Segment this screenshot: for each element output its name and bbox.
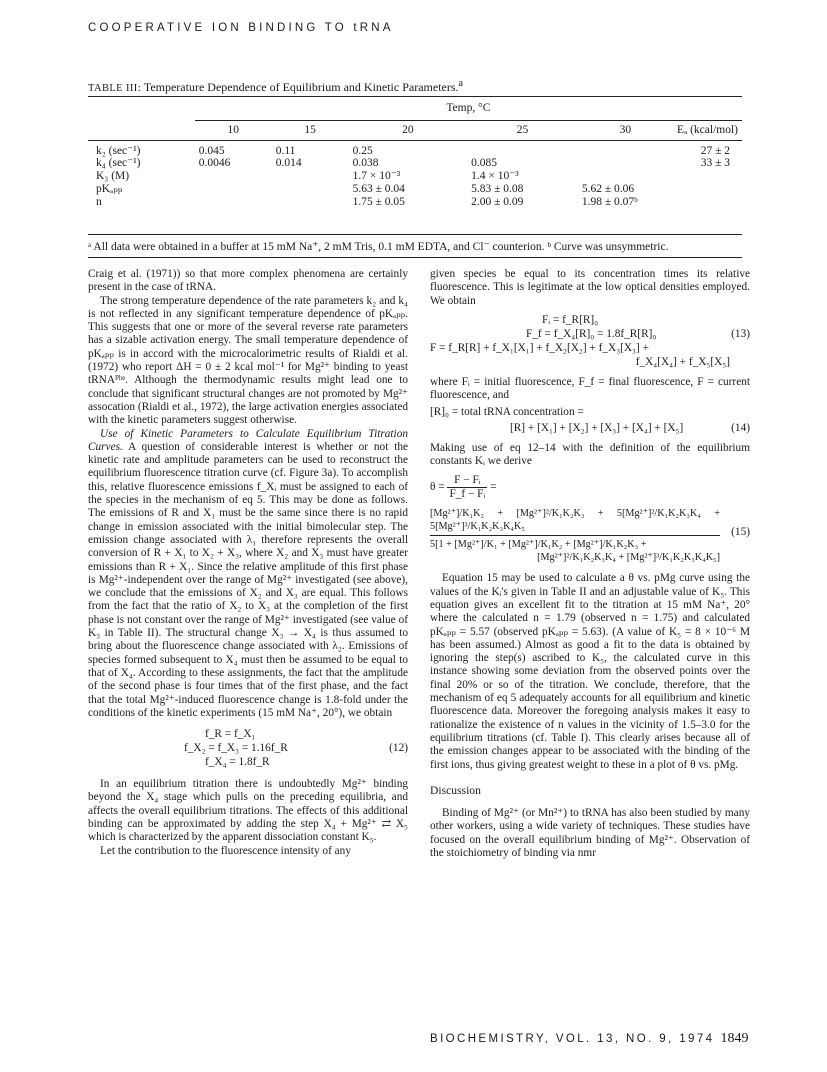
row-label: K₃ (M): [96, 170, 130, 183]
table-top-rule: [88, 96, 742, 97]
row-label: pKₐₚₚ: [96, 182, 123, 195]
page-number: 1849: [720, 1031, 749, 1046]
table-label: TABLE III:: [88, 83, 142, 94]
equation-13: [430, 314, 750, 370]
table-cell: [272, 183, 349, 196]
col-head: 20: [349, 120, 468, 140]
table-cell: [578, 140, 673, 157]
table-row: [88, 140, 742, 157]
table-cell: 0.25: [352, 144, 373, 157]
eq13-number: (13): [731, 327, 750, 340]
right-para-3: [R]₀ = total tRNA concentration =: [430, 406, 584, 419]
parameter-table: [88, 100, 742, 208]
table-cell: [673, 170, 742, 183]
eq15-number: (15): [731, 526, 750, 539]
table-bottom-rule: [88, 234, 742, 235]
table-cell: [272, 196, 349, 209]
table-cell: 5.63 ± 0.04: [352, 182, 405, 195]
table-cell: [272, 170, 349, 183]
table-row: [88, 170, 742, 183]
equation-12: [88, 728, 408, 770]
table-caption-text: Temperature Dependence of Equilibrium and Kinetic Parameters.: [143, 80, 459, 94]
table-cell: 1.98 ± 0.07ᵇ: [581, 195, 638, 208]
row-label: k₄ (sec⁻¹): [96, 157, 141, 170]
eq14-line: [R] + [X₁] + [X₂] + [X₃] + [X₄] + [X₅]: [510, 421, 684, 434]
row-label: n: [96, 195, 102, 208]
table-cell: 1.75 ± 0.05: [352, 195, 405, 208]
left-para-2: The strong temperature dependence of the rate parameters k₂ and k₄ is not reflected in any significant temperature dependence of pKₐₚₚ. This suggests that one or more of the several reverse rate parameters has a sizable activation energy. The small temperature dependence of pKₐₚₚ is in accord with the microcalorimetric results of Rialdi et al. (1972) who report ΔH = 0 ± 2 kcal mol⁻¹ for Mg²⁺ binding to yeast tRNAᴾʰᵉ. Although the thermodynamic results might lead one to conclude that significant structural changes are not promoted by Mg²⁺ assocation (Rialdi et al., 1972), the large activation energies associated with the kinetic parameters suggest otherwise.: [88, 294, 408, 427]
table-cell: 0.11: [275, 144, 296, 157]
table-cell: 2.00 ± 0.09: [471, 195, 524, 208]
eq13-line-c: F = f_R[R] + f_X₁[X₁] + f_X₂[X₂] + f_X₃[X₃] +: [430, 341, 649, 354]
eq12-line-b: f_X₂ = f_X₃ = 1.16f_R: [184, 742, 288, 755]
right-para-6: Binding of Mg²⁺ (or Mn²⁺) to tRNA has also been studied by many other workers, using a wide variety of techniques. These studies have focused on the overall equilibrium binding of Mg²⁺. Observation of the stoichiometry of binding via nmr: [430, 807, 750, 860]
left-para-4: In an equilibrium titration there is undoubtedly Mg²⁺ binding beyond the X₄ stage which pulls on the preceding equilibria, and affects the overall equilibrium titrations. The effects of this additional binding can be approximated by adding the step X₄ + Mg²⁺ ⇄ X₅ which is characterized by the apparent dissociation constant K₅.: [88, 778, 408, 844]
col-head: 25: [467, 120, 578, 140]
table-footnote: ᵃ All data were obtained in a buffer at 15 mM Na⁺, 2 mM Tris, 0.1 mM EDTA, and Cl⁻ counterion. ᵇ Curve was unsymmetric.: [88, 241, 669, 253]
eq13-line-d: f_X₄[X₄] + f_X₅[X₅]: [635, 355, 730, 368]
table-cell: 0.014: [275, 157, 302, 170]
eq15-denominator: F_f − Fᵢ: [449, 488, 486, 501]
table-cell: 0.0046: [198, 157, 231, 170]
row-label: k₂ (sec⁻¹): [96, 144, 141, 157]
section-heading: Discussion: [430, 783, 481, 797]
eq12-number: (12): [389, 742, 408, 755]
eq13-line-a: Fᵢ = f_R[R]₀: [542, 313, 599, 326]
journal-citation: BIOCHEMISTRY, VOL. 13, NO. 9, 1974: [430, 1033, 715, 1045]
right-para-5: Equation 15 may be used to calculate a θ vs. pMg curve using the values of the Kᵢ's given in Table II and an adjustable value of K₅. This equation gives an excellent fit to the titration at 15 mM Na⁺, 20° where the calculated n = 1.79 (observed n = 1.75) and calculated pKₐₚₚ = 5.57 (observed pKₐₚₚ = 5.63). (A value of K₅ = 8 × 10⁻⁶ M has been assumed.) Almost as good a fit to the data is obtained by ignoring the step(s) ascribed to K₅, the calculated curve in this instance showing some deviation from the observed points over the final 20% or so of the titration. We conclude, therefore, that the mechanism of eq 5 adequately accounts for all equilibrium and kinetic fluorescence data. Moreover the foregoing analysis makes it easy to rationalize the existence of n values in the vicinity of 1.5–3.0 for the equilibrium titrations (cf. Table I). This clearly arises because all of the emission changes appear to be associated with the binding of the first ions, thus giving greatest weight to these in a plot of θ vs. pMg.: [430, 572, 750, 771]
table-cell: 0.085: [471, 157, 497, 170]
left-column: [88, 268, 408, 858]
left-para-5: Let the contribution to the fluorescence intensity of any: [100, 844, 351, 857]
eq15-equals: =: [490, 481, 497, 494]
left-para-1: Craig et al. (1971)) so that more complex phenomena are certainly present in the case of tRNA.: [88, 268, 408, 294]
eq12-line-c: f_X₄ = 1.8f_R: [205, 756, 270, 769]
col-head: 30: [578, 120, 673, 140]
table-cell: 27 ± 2: [700, 144, 730, 157]
table-cell: [673, 196, 742, 209]
col-head: 15: [272, 120, 349, 140]
table-cell: [578, 157, 673, 170]
eq12-line-a: f_R = f_X₁: [205, 728, 256, 741]
table-cell: 0.038: [352, 157, 379, 170]
table-cell: [195, 196, 272, 209]
table-cell: 0.045: [198, 144, 225, 157]
eq15-big-denominator-1: 5[1 + [Mg²⁺]/K₁ + [Mg²⁺]/K₁K₂ + [Mg²⁺]/K₁K₂K₃ +: [430, 539, 647, 551]
running-head: COOPERATIVE ION BINDING TO tRNA: [88, 22, 394, 34]
table-cell: [195, 183, 272, 196]
left-para-3-text: A question of considerable interest is whether or not the kinetic rate and amplitude parameters can be used to reconstruct the equilibrium fluorescence titration curve (cf. Figure 3a). To accomplish this, relative fluorescence emissions f_Xᵢ must be assigned to each of the species in the mechanism of eq 5. This may be done as follows. The emissions of R and X₁ must be the same since there is no rapid change in emission associated with the initial bimolecular step. The emission change associated with λ₁ therefore represents the overall conversion of R + X₁ to X₂ + X₃, where X₂ and X₃ must have greater emissions than R + X₁. Since the relative amplitude of this first phase is Mg²⁺-independent over the range of Mg²⁺ investigated (see above), we conclude that the emissions of X₂ and X₃ are equal. This follows from the fact that the ratio of X₂ to X₃ at the completion of the first phase is not constant over the range of Mg²⁺ investigated (see value of K₃ in Table II). The structural change X₃ → X₄ is thus assumed to bring about the fluorescence change associated with λ₂. Emissions of species formed subsequent to X₄ must then be assumed to be equal to that of X₄. According to these assignments, the fact that the amplitude of the second phase is four times that of the first phase, and the fact that the total Mg²⁺-induced fluorescence change is 1.8-fold under the conditions of the kinetic experiments (15 mM Na⁺, 20°), we obtain: [88, 440, 408, 719]
eq15-lhs: θ =: [430, 481, 445, 494]
table-cell: 33 ± 3: [700, 157, 730, 170]
equation-14: [430, 422, 750, 436]
eq15-big-numerator: [Mg²⁺]/K₁K₂ + [Mg²⁺]²/K₁K₂K₃ + 5[Mg²⁺]²/K₁K₂K₃K₄ + 5[Mg²⁺]³/K₁K₂K₃K₄K₅: [430, 505, 720, 536]
left-para-3: [88, 428, 408, 721]
table-row: [88, 157, 742, 170]
eq15-big-denominator-2: [Mg²⁺]²/K₁K₂K₃K₄ + [Mg²⁺]³/K₁K₂K₃K₄K₅]: [537, 552, 720, 564]
table-foot-rule: [88, 257, 742, 258]
right-para-4: Making use of eq 12–14 with the definition of the equilibrium constants Kᵢ we derive: [430, 441, 750, 468]
table-caption: [88, 78, 463, 95]
table-cell: 1.4 × 10⁻³: [471, 170, 519, 183]
table-row: [88, 183, 742, 196]
col-head: 10: [195, 120, 272, 140]
table-cell: [467, 140, 578, 157]
table-caption-mark: a: [458, 78, 463, 89]
table-cell: [673, 183, 742, 196]
table-cell: [195, 170, 272, 183]
right-para-1: given species be equal to its concentration times its relative fluorescence. This is legitimate at the low optical densities employed. We obtain: [430, 268, 750, 307]
table-cell: 1.7 × 10⁻³: [352, 170, 401, 183]
equation-15: [430, 474, 750, 564]
eq15-fraction: [447, 474, 487, 501]
table-cell: [578, 170, 673, 183]
eq13-line-b: F_f = f_X₄[R]₀ = 1.8f_R[R]₀: [526, 327, 657, 340]
table-row: [88, 196, 742, 209]
table-cell: 5.62 ± 0.06: [581, 182, 635, 195]
right-column: [430, 268, 750, 860]
right-para-2: where Fᵢ = initial fluorescence, F_f = final fluorescence, F = current fluorescence, and: [430, 375, 750, 402]
eq15-numerator: F − Fᵢ: [447, 474, 487, 488]
table-cell: 5.83 ± 0.08: [471, 182, 524, 195]
col-head: Eₐ (kcal/mol): [673, 120, 742, 140]
page-footer: [430, 1031, 748, 1047]
eq14-number: (14): [731, 421, 750, 434]
temp-header: Temp, °C: [195, 100, 742, 120]
section-run-in-head: Use of Kinetic Parameters to Calculate Equilibrium Titration Curves.: [88, 427, 408, 453]
